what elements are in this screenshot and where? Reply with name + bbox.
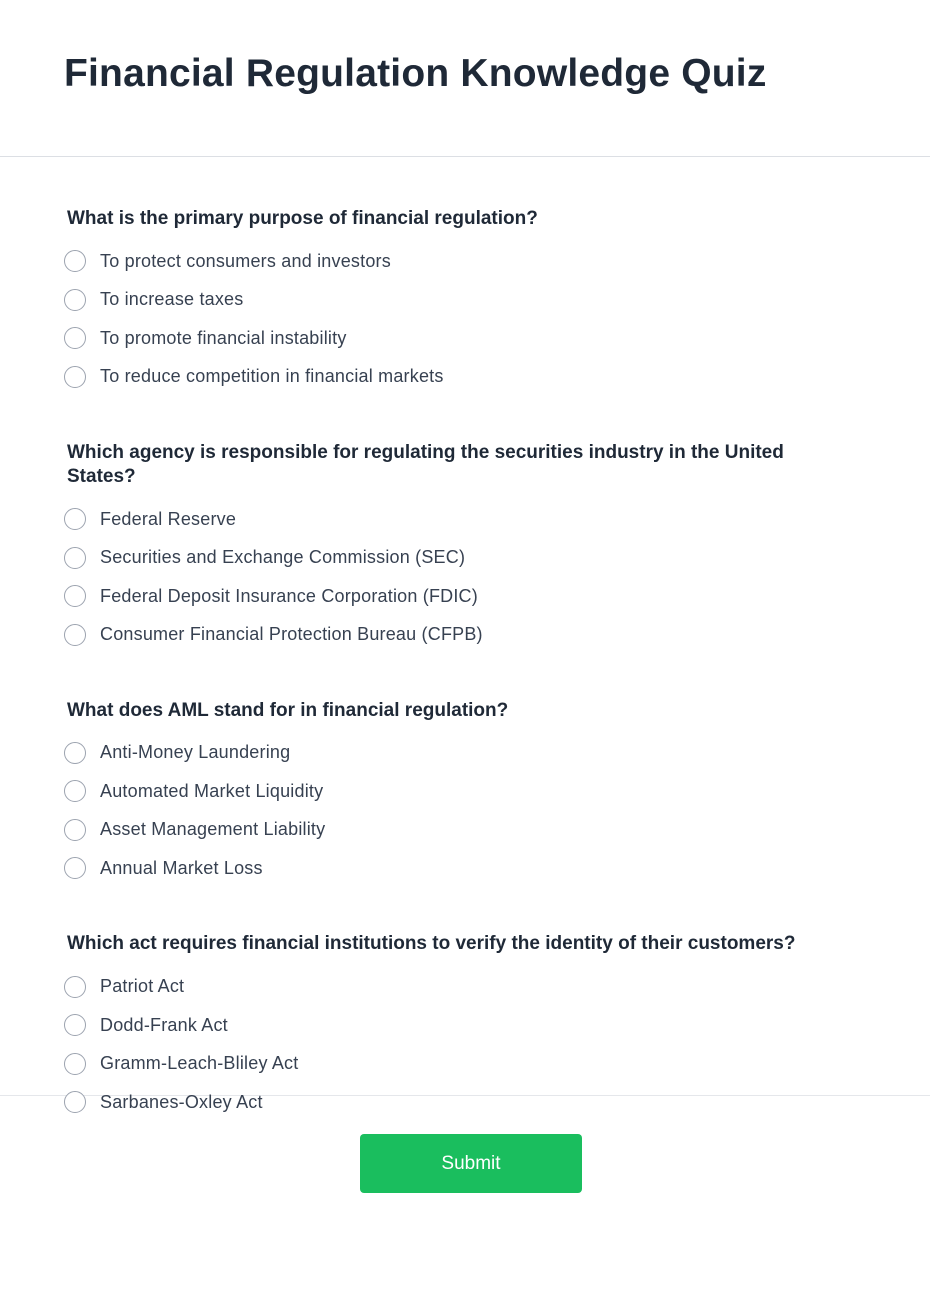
option-label: To promote financial instability: [100, 327, 347, 348]
radio-button[interactable]: [64, 857, 86, 879]
option-label: Gramm-Leach-Bliley Act: [100, 1053, 299, 1073]
answer-option[interactable]: [0, 772, 930, 811]
question-4: [0, 932, 930, 1121]
quiz-form: [0, 157, 930, 1112]
answer-option[interactable]: [0, 811, 930, 850]
answer-option[interactable]: [0, 1006, 930, 1045]
option-label: Patriot Act: [100, 976, 185, 996]
radio-button[interactable]: [64, 508, 86, 530]
option-label: Federal Reserve: [100, 508, 237, 529]
answer-option[interactable]: [0, 1044, 930, 1083]
question-3: [0, 699, 930, 888]
radio-button[interactable]: [64, 327, 86, 349]
page-title: Financial Regulation Knowledge Quiz: [64, 52, 767, 95]
answer-option[interactable]: [0, 577, 930, 616]
answer-option[interactable]: [0, 538, 930, 577]
form-footer: [0, 1096, 930, 1243]
answer-option[interactable]: [0, 849, 930, 888]
option-label: Anti-Money Laundering: [100, 742, 291, 763]
question-text: Which act requires financial institutions to verify the identity of their customers?: [67, 933, 796, 955]
option-label: Automated Market Liquidity: [100, 780, 324, 801]
option-label: Federal Deposit Insurance Corporation (FDIC): [100, 585, 478, 606]
option-label: Sarbanes-Oxley Act: [100, 1091, 263, 1112]
answer-option[interactable]: [0, 358, 930, 397]
answer-option[interactable]: [0, 281, 930, 320]
radio-button[interactable]: [64, 289, 86, 311]
option-label: Consumer Financial Protection Bureau (CFPB): [100, 624, 483, 644]
question-text: Which agency is responsible for regulating the securities industry in the United States?: [67, 441, 784, 487]
radio-button[interactable]: [64, 1014, 86, 1036]
radio-button[interactable]: [64, 366, 86, 388]
radio-button[interactable]: [64, 547, 86, 569]
radio-button[interactable]: [64, 585, 86, 607]
answer-option[interactable]: [0, 615, 930, 654]
radio-button[interactable]: [64, 1053, 86, 1075]
option-label: To protect consumers and investors: [100, 250, 391, 271]
option-label: To reduce competition in financial markets: [100, 366, 444, 387]
question-2: [0, 441, 930, 654]
radio-button[interactable]: [64, 780, 86, 802]
answer-option[interactable]: [0, 500, 930, 539]
radio-button[interactable]: [64, 250, 86, 272]
answer-option[interactable]: [0, 319, 930, 358]
submit-button[interactable]: Submit: [360, 1134, 582, 1193]
question-1: [0, 207, 930, 396]
radio-button[interactable]: [64, 819, 86, 841]
radio-button[interactable]: [64, 624, 86, 646]
answer-option[interactable]: [0, 734, 930, 773]
radio-button[interactable]: [64, 976, 86, 998]
answer-option[interactable]: [0, 242, 930, 281]
option-label: Dodd-Frank Act: [100, 1014, 228, 1035]
question-text: What is the primary purpose of financial regulation?: [67, 208, 538, 229]
radio-button[interactable]: [64, 742, 86, 764]
page-header: [0, 0, 930, 157]
question-text: What does AML stand for in financial regulation?: [67, 699, 509, 721]
option-label: Securities and Exchange Commission (SEC): [100, 547, 466, 567]
option-label: Annual Market Loss: [100, 857, 263, 878]
option-label: Asset Management Liability: [100, 819, 326, 840]
answer-option[interactable]: [0, 967, 930, 1006]
option-label: To increase taxes: [100, 289, 244, 310]
